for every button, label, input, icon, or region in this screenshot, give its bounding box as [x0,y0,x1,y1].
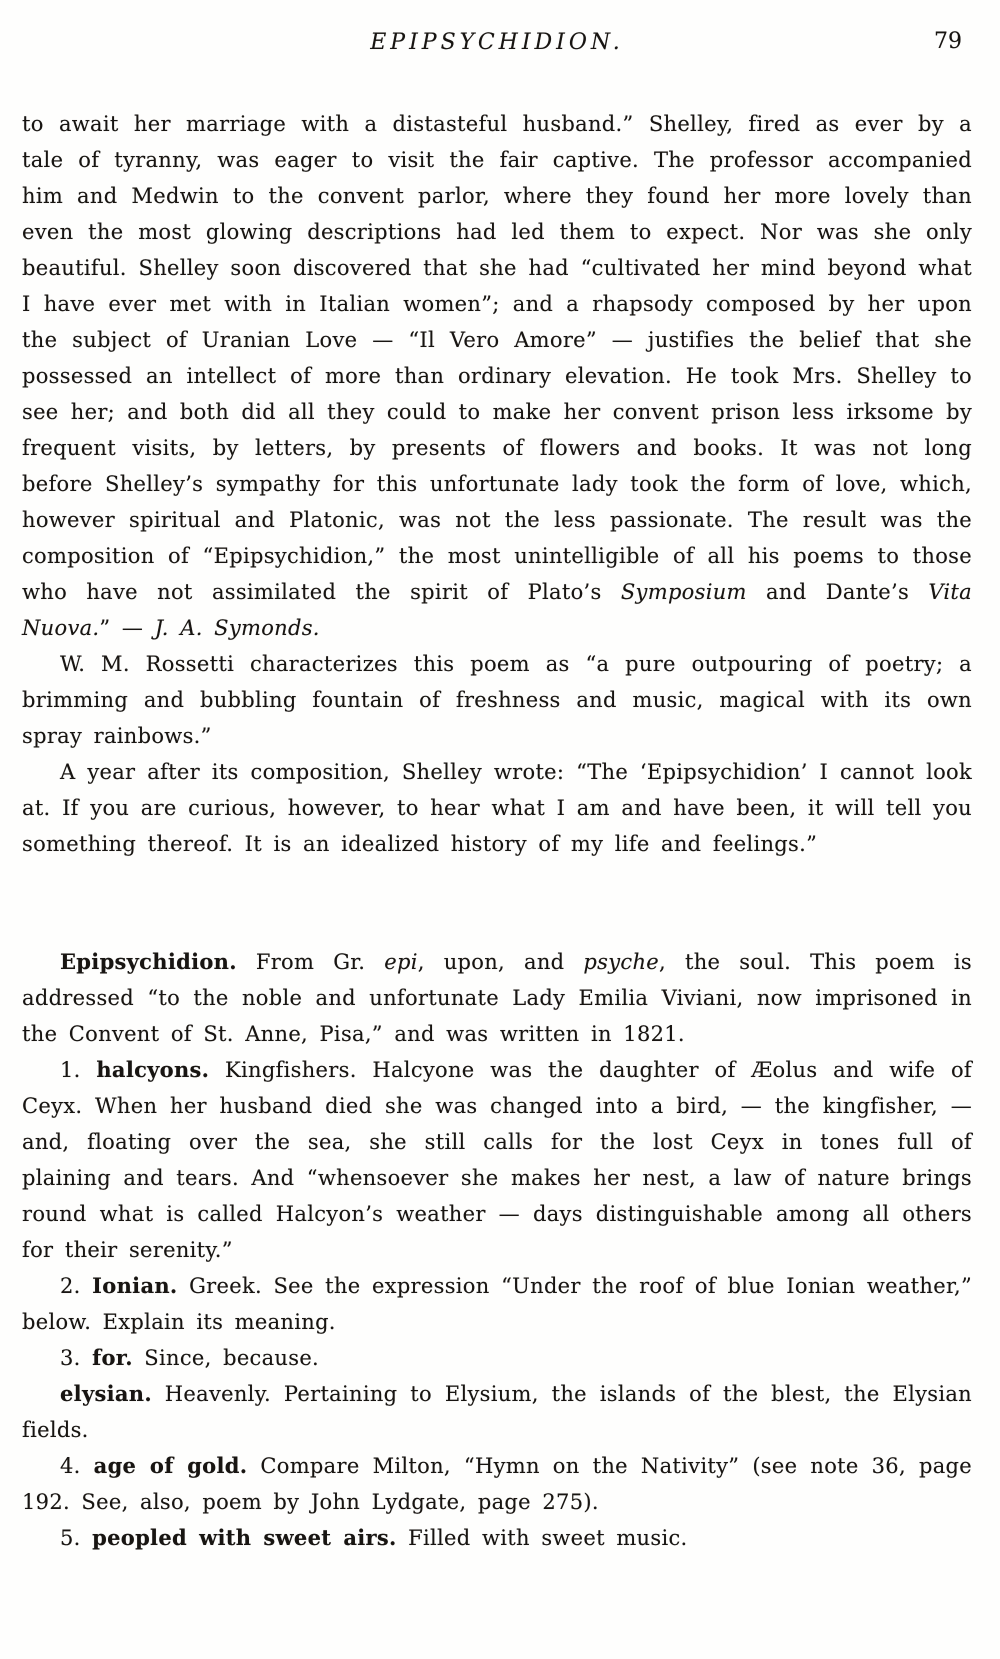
note-paragraph-elysian: elysian. Heavenly. Pertaining to Elysium, the islands of the blest, the Elysian fields. [22,1381,972,1442]
commentary-paragraph: A year after its composition, Shelley wrote: “The ‘Epipsychidion’ I cannot look at. If you are curious, however, to hear what I am and have been, it will tell you something thereof. It is an idealized history of my life and feelings.” [22,760,972,856]
note-paragraph-halcyons: 1. halcyons. Kingfishers. Halcyone was the daughter of Æolus and wife of Ceyx. When her husband died she was changed into a bird, — the kingfisher, — and, floating over the sea, she still calls for the lost Ceyx in tones full of plaining and tears. And “whensoever she makes her nest, a law of nature brings round what is called Halcyon’s weather — days distinguishable among all others for their serenity.” [22,1057,972,1262]
commentary-paragraph: W. M. Rossetti characterizes this poem as “a pure outpouring of poetry; a brimming and bubbling fountain of freshness and music, magical with its own spray rainbows.” [22,652,972,748]
page-header [22,24,972,62]
note-paragraph-for: 3. for. Since, because. [60,1345,320,1370]
note-paragraph-peopled-with-sweet-airs: 5. peopled with sweet airs. Filled with sweet music. [60,1525,688,1550]
note-paragraph-ionian: 2. Ionian. Greek. See the expression “Under the roof of blue Ionian weather,” below. Explain its meaning. [22,1273,972,1334]
note-paragraph-age-of-gold: 4. age of gold. Compare Milton, “Hymn on the Nativity” (see note 36, page 192. See, also, poem by John Lydgate, page 275). [22,1453,972,1514]
commentary-section [22,106,972,862]
notes-section [22,944,972,1556]
note-paragraph-epipsychidion: Epipsychidion. From Gr. epi, upon, and psyche, the soul. This poem is addressed “to the noble and unfortunate Lady Emilia Viviani, now imprisoned in the Convent of St. Anne, Pisa,” and was written in 1821. [22,949,972,1046]
running-title: EPIPSYCHIDION. [370,30,624,55]
page-number: 79 [934,29,962,54]
commentary-paragraph: to await her marriage with a distasteful husband.” Shelley, fired as ever by a tale of tyranny, was eager to visit the fair captive. The professor accompanied him and Medwin to the convent parlor, where they found her more lovely than even the most glowing descriptions had led them to expect. Nor was she only beautiful. Shelley soon discovered that she had “cultivated her mind beyond what I have ever met with in Italian women”; and a rhapsody composed by her upon the subject of Uranian Love — “Il Vero Amore” — justifies the belief that she possessed an intellect of more than ordinary elevation. He took Mrs. Shelley to see her; and both did all they could to make her convent prison less irksome by frequent visits, by letters, by presents of flowers and books. It was not long before Shelley’s sympathy for this unfortunate lady took the form of love, which, however spiritual and Platonic, was not the less passionate. The result was the composition of “Epipsychidion,” the most unintelligible of all his poems to those who have not assimilated the spirit of Plato’s Symposium and Dante’s Vita Nuova.” — J. A. Symonds. [22,112,972,640]
section-divider [22,862,972,944]
